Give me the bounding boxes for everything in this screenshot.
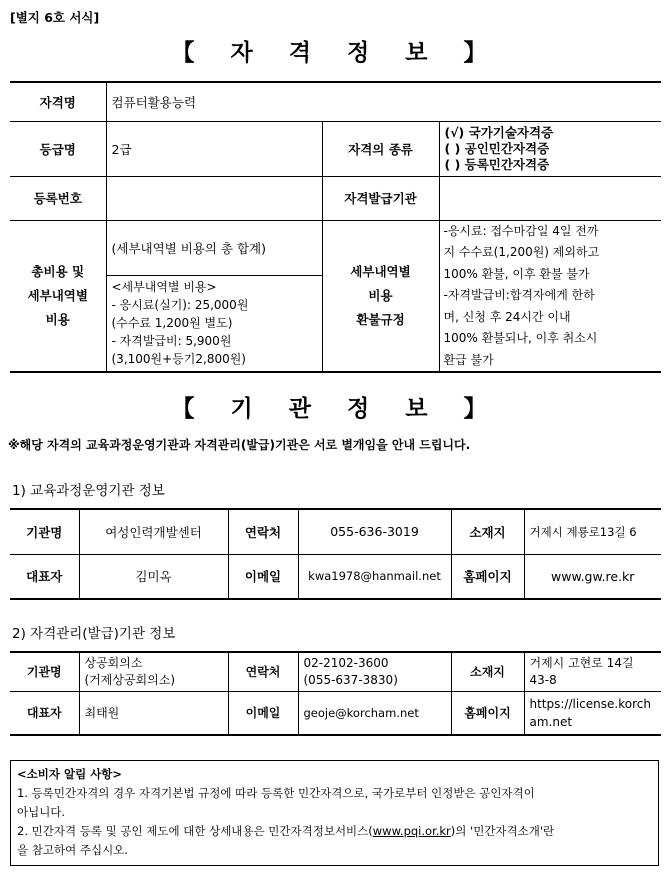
edu-contact-label: 연락처 [228,509,298,554]
cost-details [106,275,322,372]
edu-homepage-value[interactable]: www.gw.re.kr [524,554,661,599]
mgmt-institution-heading: 2) 자격관리(발급)기관 정보 [12,626,176,642]
edu-email-value: kwa1978@hanmail.net [298,554,451,599]
refund-label [322,220,439,372]
edu-institution-table [10,508,661,600]
mgmt-email-label: 이메일 [228,691,298,735]
edu-org-value: 여성인력개발센터 [79,509,228,554]
refund-label-line: 세부내역별 [350,263,411,279]
cost-detail-line: - 응시료(실기): 25,000원 [111,298,249,313]
cost-detail-line: (3,100원+등기2,800원) [111,352,246,367]
qual-name-label: 자격명 [10,82,106,121]
mgmt-location-line: 43-8 [529,672,557,687]
consumer-notice-box [10,760,659,866]
cost-label-line: 세부내역별 [27,287,88,303]
consumer-notice-item1-line: 1. 등록민간자격의 경우 자격기본법 규정에 따라 등록한 민간자격으로, 국가로부터 인정받은 공인자격이 [17,786,535,800]
grade-value: 2급 [106,121,322,176]
qualification-info-title: 【 자 격 정 보 】 [171,40,501,66]
refund-rules [439,220,661,372]
refund-rule-line: 100% 환불되나, 이후 취소시 [443,331,598,345]
edu-institution-heading: 1) 교육과정운영기관 정보 [12,483,165,499]
cost-detail-line: - 자격발급비: 5,900원 [111,334,232,349]
qual-type-options [439,121,661,176]
cost-label-line: 총비용 및 [31,263,85,279]
mgmt-contact-label: 연락처 [228,652,298,691]
refund-rule-line: 며, 신청 후 24시간 이내 [443,309,571,324]
consumer-notice-item-2 [17,822,652,860]
refund-label-line: 환불규정 [356,311,405,327]
mgmt-email-value: geoje@korcham.net [298,691,451,735]
consumer-notice-item-1 [17,784,652,822]
consumer-notice-item2-text: )의 '민간자격소개'란 [450,824,555,838]
mgmt-homepage-line[interactable]: am.net [529,714,573,729]
edu-homepage-label: 홈페이지 [451,554,524,599]
mgmt-org-label: 기관명 [10,652,79,691]
edu-contact-value: 055-636-3019 [298,509,451,554]
refund-rule-line: 환급 불가 [443,352,494,367]
cost-detail-line: <세부내역별 비용> [111,280,217,295]
mgmt-contact-value [298,652,451,691]
edu-rep-value: 김미옥 [79,554,228,599]
mgmt-org-line: (거제상공회의소) [84,672,176,687]
mgmt-rep-label: 대표자 [10,691,79,735]
qual-type-option-national: (√) 국가기술자격증 [444,124,554,140]
mgmt-contact-line: 02-2102-3600 [303,655,389,670]
cost-label [10,220,106,372]
edu-location-label: 소재지 [451,509,524,554]
qual-name-value: 컴퓨터활용능력 [106,82,661,121]
consumer-notice-item1-line: 아닙니다. [17,805,66,819]
refund-rule-line: 100% 환불, 이후 환불 불가 [443,266,590,281]
edu-org-label: 기관명 [10,509,79,554]
issuer-value [439,176,661,220]
mgmt-institution-table [10,651,661,736]
qual-type-label: 자격의 종류 [322,121,439,176]
mgmt-homepage-line[interactable]: https://license.korch [529,696,651,711]
separate-institution-notice: ※해당 자격의 교육과정운영기관과 자격관리(발급)기관은 서로 별개임을 안내 드립니다. [8,438,471,452]
mgmt-location-line: 거제시 고현로 14길 [529,655,634,670]
cost-detail-line: (수수료 1,200원 별도) [111,316,233,331]
edu-rep-label: 대표자 [10,554,79,599]
mgmt-homepage-value[interactable] [524,691,661,735]
qual-type-option-certified-private: ( ) 공인민간자격증 [444,140,550,156]
refund-rule-line: -자격발급비:합격자에게 한하 [443,288,595,302]
institution-info-title: 【 기 관 정 보 】 [171,396,501,422]
form-label: [별지 6호 서식] [10,10,100,25]
consumer-notice-item2-text: 2. 민간자격 등록 및 공인 제도에 대한 상세내용은 민간자격정보서비스( [17,824,373,838]
grade-label: 등급명 [10,121,106,176]
edu-email-label: 이메일 [228,554,298,599]
mgmt-org-value [79,652,228,691]
cost-label-line: 비용 [45,311,70,327]
mgmt-rep-value: 최태원 [79,691,228,735]
mgmt-location-value [524,652,661,691]
consumer-notice-title: <소비자 알림 사항> [17,767,123,781]
cost-total: (세부내역별 비용의 총 합계) [106,220,322,275]
refund-label-line: 비용 [368,287,393,303]
issuer-label: 자격발급기관 [322,176,439,220]
edu-location-value: 거제시 계룡로13길 6 [524,509,661,554]
qualification-info-table [10,81,661,373]
pqi-link[interactable]: www.pqi.or.kr [372,824,451,838]
refund-rule-line: 지 수수료(1,200원) 제외하고 [443,245,600,259]
reg-number-value [106,176,322,220]
qual-type-option-registered-private: ( ) 등록민간자격증 [444,156,550,172]
mgmt-homepage-label: 홈페이지 [451,691,524,735]
mgmt-location-label: 소재지 [451,652,524,691]
reg-number-label: 등록번호 [10,176,106,220]
refund-rule-line: -응시료: 접수마감일 4일 전까 [443,223,599,238]
mgmt-org-line: 상공회의소 [84,655,143,670]
consumer-notice-item2-line2: 을 참고하여 주십시오. [17,843,128,857]
mgmt-contact-line: (055-637-3830) [303,672,398,687]
